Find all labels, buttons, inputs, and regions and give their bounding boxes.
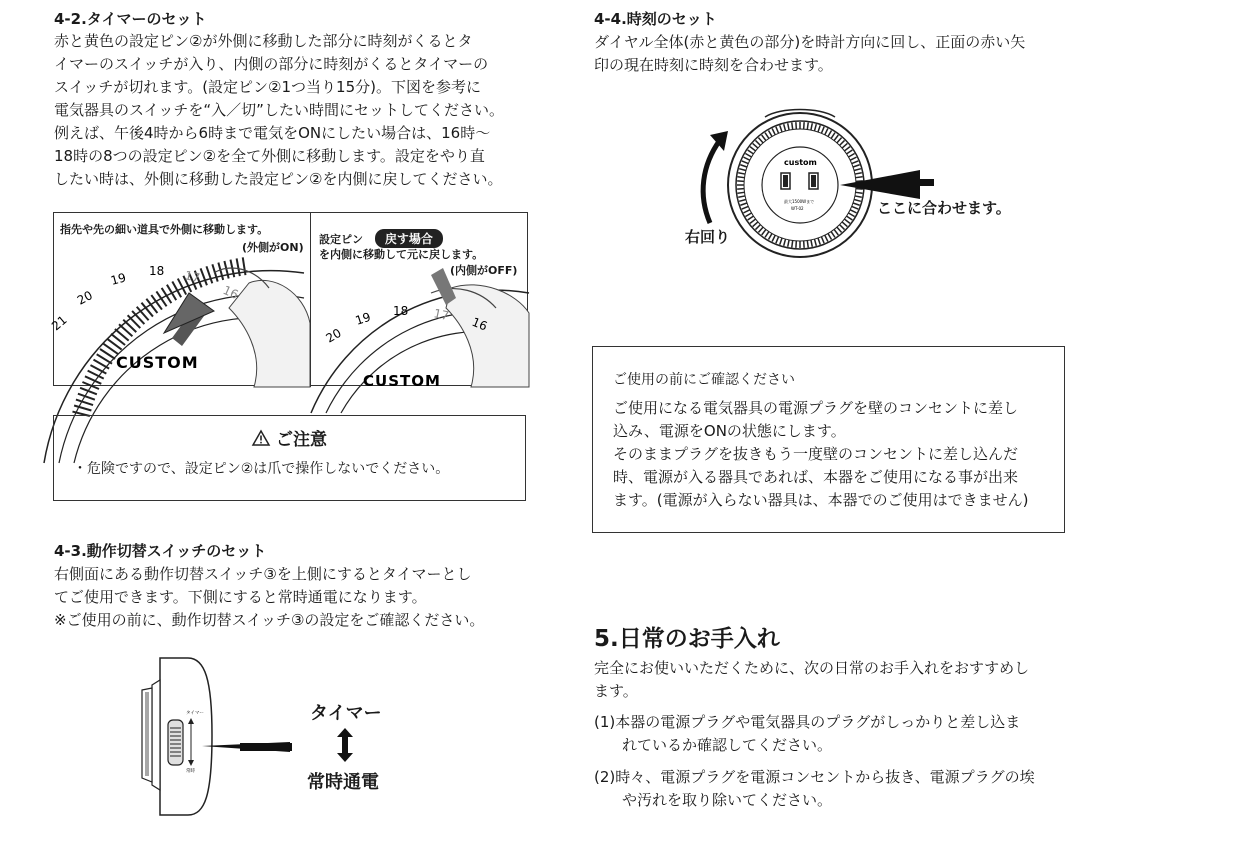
caution-title: ご注意	[275, 430, 327, 450]
pin-tick	[201, 268, 207, 285]
pin-tick	[80, 388, 97, 395]
body-line: (1)本器の電源プラグや電気器具のプラグがしっかりと差し込ま	[594, 713, 1021, 731]
right-panel-line2: を内側に移動して元に戻します。	[319, 248, 484, 261]
dial-brand: custom	[784, 158, 817, 167]
body-line: 時、電源が入る器具であれば、本器をご使用になる事が出来	[613, 468, 1019, 486]
right-panel-pin-label: 設定ピン	[319, 233, 363, 246]
brand-logo-text: CUSTOM	[116, 353, 199, 372]
switch-label-timer: タイマー	[310, 703, 382, 724]
brand-logo-text: CUSTOM	[363, 372, 441, 390]
side-switch-figure	[130, 650, 300, 825]
notice-box	[592, 346, 1065, 533]
section-4-4-title: 4-4.時刻のセット	[594, 10, 717, 28]
body-line: ます。	[594, 682, 638, 700]
body-line: や汚れを取り除いてください。	[622, 791, 833, 809]
dial-number: 21	[48, 312, 70, 334]
dial-number: 18	[149, 264, 165, 278]
notice-title: ご使用の前にご確認ください	[613, 372, 795, 388]
dial-tick	[738, 192, 745, 193]
section-4-3-title: 4-3.動作切替スイッチのセット	[54, 542, 267, 560]
dial-tick	[807, 241, 808, 248]
timer-dial-figure	[680, 95, 1040, 255]
body-line: そのままプラグを抜きもう一度壁のコンセントに差し込んだ	[613, 445, 1019, 463]
body-line: 18時の8つの設定ピン②を全て外側に移動します。設定をやり直	[54, 147, 485, 165]
left-panel-sub: (外側がON)	[242, 241, 304, 254]
section-5-intro	[594, 657, 1029, 703]
dial-tick	[738, 177, 745, 178]
body-line: (2)時々、電源プラグを電源コンセントから抜き、電源プラグの埃	[594, 768, 1035, 786]
pin-tick	[206, 266, 212, 283]
rotate-label: 右回り	[685, 228, 731, 246]
align-label: ここに合わせます。	[877, 199, 1011, 217]
dial-number: 19	[353, 309, 373, 328]
section-4-2-body	[54, 30, 504, 191]
body-line: 電気器具のスイッチを“入／切”したい時間にセットしてください。	[54, 101, 504, 119]
section-5-title: 5.日常のお手入れ	[594, 626, 780, 652]
body-line: したい時は、外側に移動した設定ピン②を内側に戻してください。	[54, 170, 503, 188]
dial-tick	[792, 241, 793, 248]
dial-tick	[856, 192, 863, 193]
body-line: れているか確認してください。	[622, 736, 833, 754]
body-line: ます。(電源が入らない器具は、本器でのご使用はできません)	[613, 491, 1029, 509]
dial-tick	[856, 177, 863, 178]
care-item-2	[594, 766, 1035, 812]
body-line: 完全にお使いいただくために、次の日常のお手入れをおすすめし	[594, 659, 1030, 677]
left-panel-caption: 指先や先の細い道具で外側に移動します。	[60, 223, 269, 236]
body-line: イマーのスイッチが入り、内側の部分に時刻がくるとタイマーの	[54, 55, 489, 73]
dial-number: 20	[323, 325, 344, 346]
dial-number: 16	[469, 314, 490, 334]
dial-number: 17	[432, 306, 451, 324]
warning-triangle-icon	[252, 430, 270, 446]
section-4-2-title: 4-2.タイマーのセット	[54, 10, 207, 28]
right-panel-sub: (内側がOFF)	[450, 264, 518, 277]
body-line: ご使用になる電気器具の電源プラグを壁のコンセントに差し	[613, 399, 1019, 417]
dial-tick	[807, 123, 808, 130]
body-line: 印の現在時刻に時刻を合わせます。	[594, 56, 833, 74]
return-case-badge: 戻す場合	[375, 229, 443, 248]
dial-number: 19	[109, 270, 128, 288]
body-line: ダイヤル全体(赤と黄色の部分)を時計方向に回し、正面の赤い矢	[594, 33, 1026, 51]
switch-label-always-on: 常時通電	[307, 772, 379, 793]
body-line: 込み、電源をONの状態にします。	[613, 422, 846, 440]
pin-setting-figure	[48, 212, 528, 390]
pin-tick	[76, 400, 93, 405]
pin-tick	[74, 406, 91, 411]
section-4-3-body	[54, 563, 484, 632]
section-4-4-body	[594, 31, 1025, 77]
caution-heading	[54, 425, 525, 450]
pin-tick	[218, 263, 223, 280]
dial-number: 18	[393, 304, 409, 318]
dial-small-text: 最大1500Wまで	[784, 199, 815, 204]
caution-box	[53, 415, 526, 501]
body-line: 例えば、午後4時から6時まで電気をONにしたい場合は、16時〜	[54, 124, 491, 142]
caution-text: ・危険ですので、設定ピン②は爪で操作しないでください。	[73, 461, 450, 477]
notice-body	[613, 397, 1029, 512]
body-line: てご使用できます。下側にすると常時通電になります。	[54, 588, 427, 606]
dial-number: 20	[74, 288, 95, 308]
double-arrow-icon	[334, 727, 356, 763]
body-line: スイッチが切れます。(設定ピン②1つ当り15分)。下図を参考に	[54, 78, 481, 96]
dial-number: 16	[220, 282, 241, 302]
body-line: 右側面にある動作切替スイッチ③を上側にするとタイマーとし	[54, 565, 472, 583]
care-item-1	[594, 711, 1020, 757]
body-line: 赤と黄色の設定ピン②が外側に移動した部分に時刻がくるとタ	[54, 32, 473, 50]
switch-tiny-label-bottom: 常時	[186, 769, 195, 774]
dial-small-text: WT-02	[791, 206, 804, 211]
dial-tick	[792, 123, 793, 130]
dial-number: 17	[183, 268, 202, 286]
body-line: ※ご使用の前に、動作切替スイッチ③の設定をご確認ください。	[54, 611, 485, 629]
switch-tiny-label-top: タイマー	[186, 711, 204, 716]
